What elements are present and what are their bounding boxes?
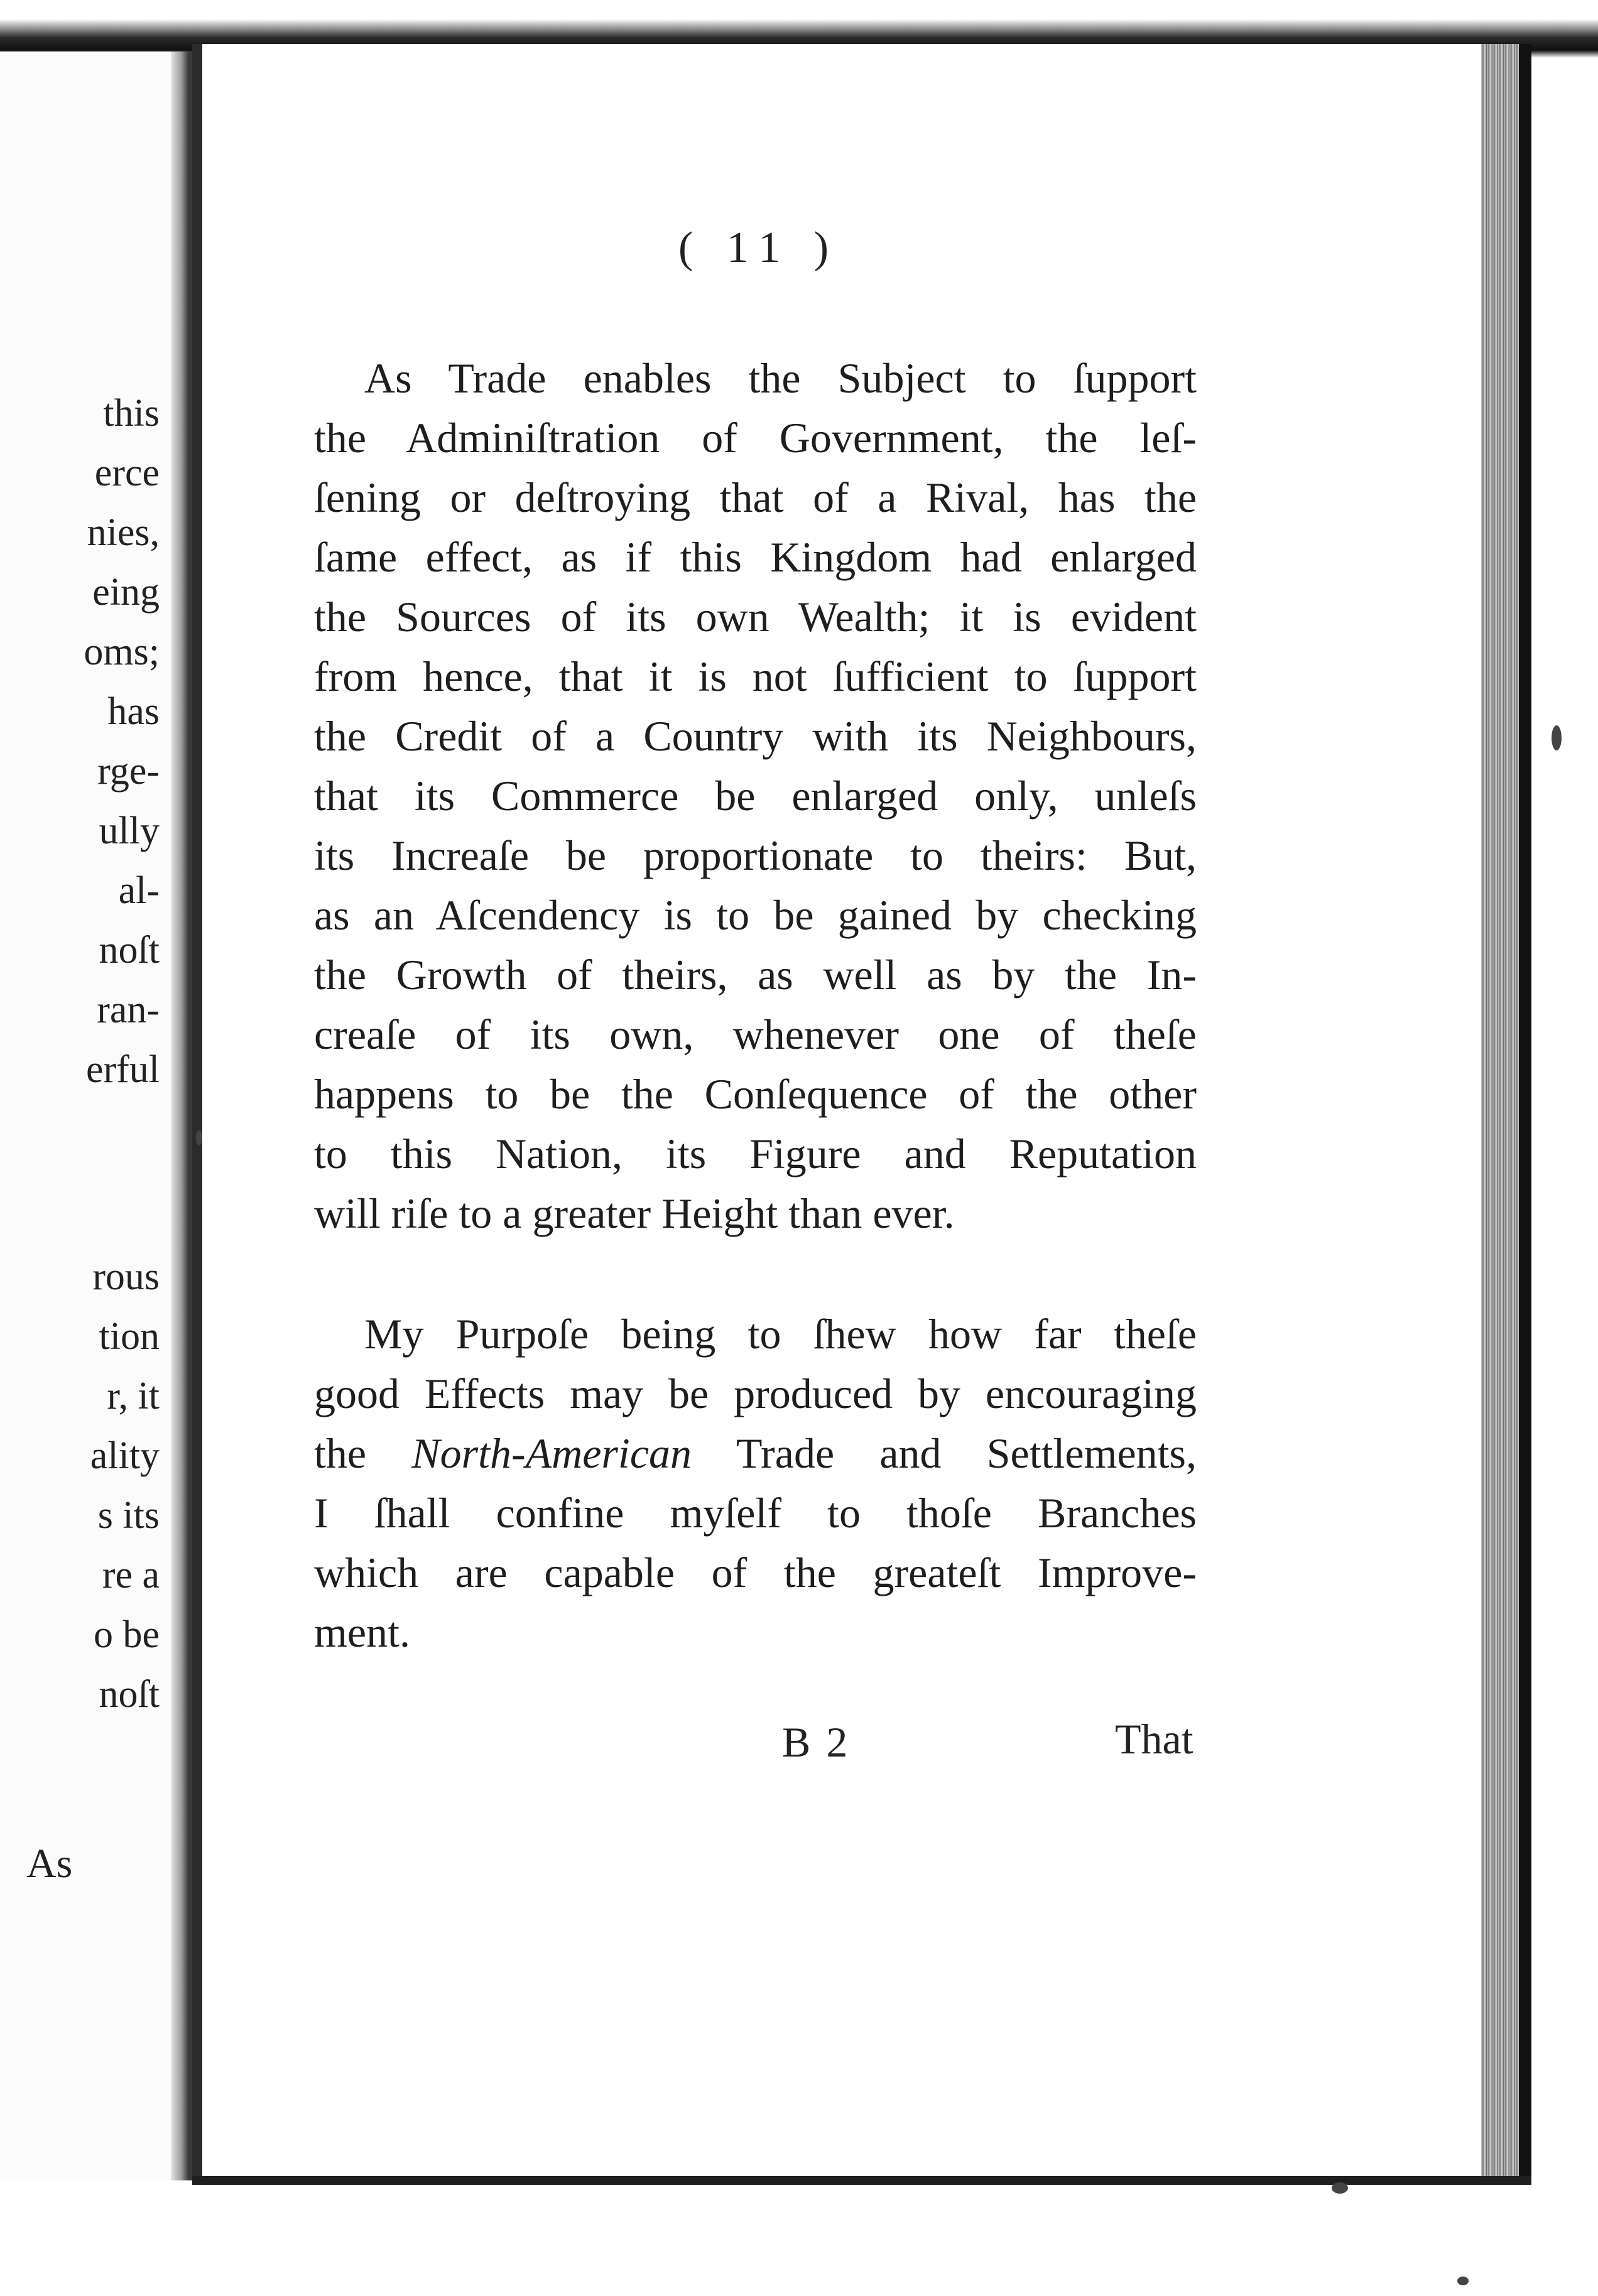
- left-page-fragment: nies,: [87, 511, 160, 554]
- paragraph-1-line: will riſe to a greater Height than ever.: [314, 1189, 955, 1237]
- paragraph-2-line: which are capable of the greateſt Improve-: [314, 1549, 1197, 1596]
- paragraph-2-line: ment.: [314, 1608, 410, 1656]
- paragraph-1-line: the Growth of theirs, as well as by the In-: [314, 951, 1197, 999]
- italic-place-name: North-American: [411, 1429, 692, 1477]
- scan-speck: [196, 1130, 202, 1145]
- signature-mark: B 2: [782, 1718, 848, 1766]
- page-block-shadow: [1519, 44, 1531, 2179]
- paragraph-1-line: that its Commerce be enlarged only, unleſs: [314, 772, 1197, 820]
- left-page-fragment: ality: [90, 1434, 160, 1477]
- left-page-fragment: noſt: [99, 1673, 160, 1716]
- paragraph-2-line: the North-American Trade and Settlements,: [314, 1429, 1197, 1477]
- paragraph-1-line: ſening or deſtroying that of a Rival, has the: [314, 474, 1197, 521]
- left-page-fragment: s its: [97, 1494, 160, 1537]
- paragraph-1-line: from hence, that it is not ſufficient to ſupport: [314, 653, 1197, 700]
- paragraph-1-line: As Trade enables the Subject to ſupport: [364, 354, 1197, 402]
- paragraph-1-line: the Sources of its own Wealth; it is evident: [314, 593, 1197, 641]
- scan-speck: [1552, 725, 1562, 750]
- left-page-fragment: erce: [94, 452, 160, 494]
- catchword: That: [1115, 1715, 1193, 1763]
- scan-bottom-edge: [192, 2176, 1531, 2185]
- left-page-fragment: rous: [92, 1255, 160, 1298]
- scan-speck: [1457, 2277, 1469, 2285]
- left-page-fragment: ran-: [97, 988, 160, 1031]
- paragraph-1-line: to this Nation, its Figure and Reputation: [314, 1130, 1197, 1178]
- left-page-fragment: tion: [99, 1315, 160, 1358]
- left-page-fragment: re a: [102, 1554, 160, 1596]
- paragraph-1-line: ſame effect, as if this Kingdom had enlarged: [314, 533, 1197, 581]
- page-number: ( 11 ): [678, 224, 840, 272]
- paragraph-1-line: happens to be the Conſequence of the other: [314, 1070, 1197, 1118]
- paragraph-1-line: creaſe of its own, whenever one of theſe: [314, 1010, 1197, 1058]
- left-page-fragment: has: [107, 690, 160, 733]
- page-block-edge: [1481, 44, 1519, 2179]
- paragraph-1-line: the Adminiſtration of Government, the leſ-: [314, 414, 1197, 462]
- left-page-fragment: rge-: [97, 750, 160, 793]
- paragraph-2-line: I ſhall confine myſelf to thoſe Branches: [314, 1489, 1197, 1537]
- left-page-fragment: oms;: [84, 631, 160, 673]
- scan-speck: [1332, 2182, 1348, 2194]
- left-page-gutter: [171, 51, 188, 2180]
- left-page-fragment: this: [103, 392, 160, 435]
- left-page-fragment: noſt: [99, 929, 160, 972]
- paragraph-2-line: My Purpoſe being to ſhew how far theſe: [364, 1310, 1197, 1358]
- left-page-fragment: o be: [93, 1613, 160, 1656]
- left-page-fragment: al-: [118, 869, 160, 912]
- left-page-fragment: r, it: [107, 1375, 160, 1417]
- left-page-fragment: eing: [92, 571, 160, 614]
- left-page-catchword: As: [26, 1841, 73, 1887]
- paragraph-1-line: its Increaſe be proportionate to theirs: But,: [314, 831, 1197, 879]
- left-page-fragment: erful: [85, 1048, 160, 1091]
- paragraph-1-line: as an Aſcendency is to be gained by checking: [314, 891, 1197, 939]
- paragraph-1-line: the Credit of a Country with its Neighbours,: [314, 712, 1197, 760]
- paragraph-2-line: good Effects may be produced by encouraging: [314, 1370, 1197, 1417]
- left-page-fragment: ully: [99, 810, 160, 852]
